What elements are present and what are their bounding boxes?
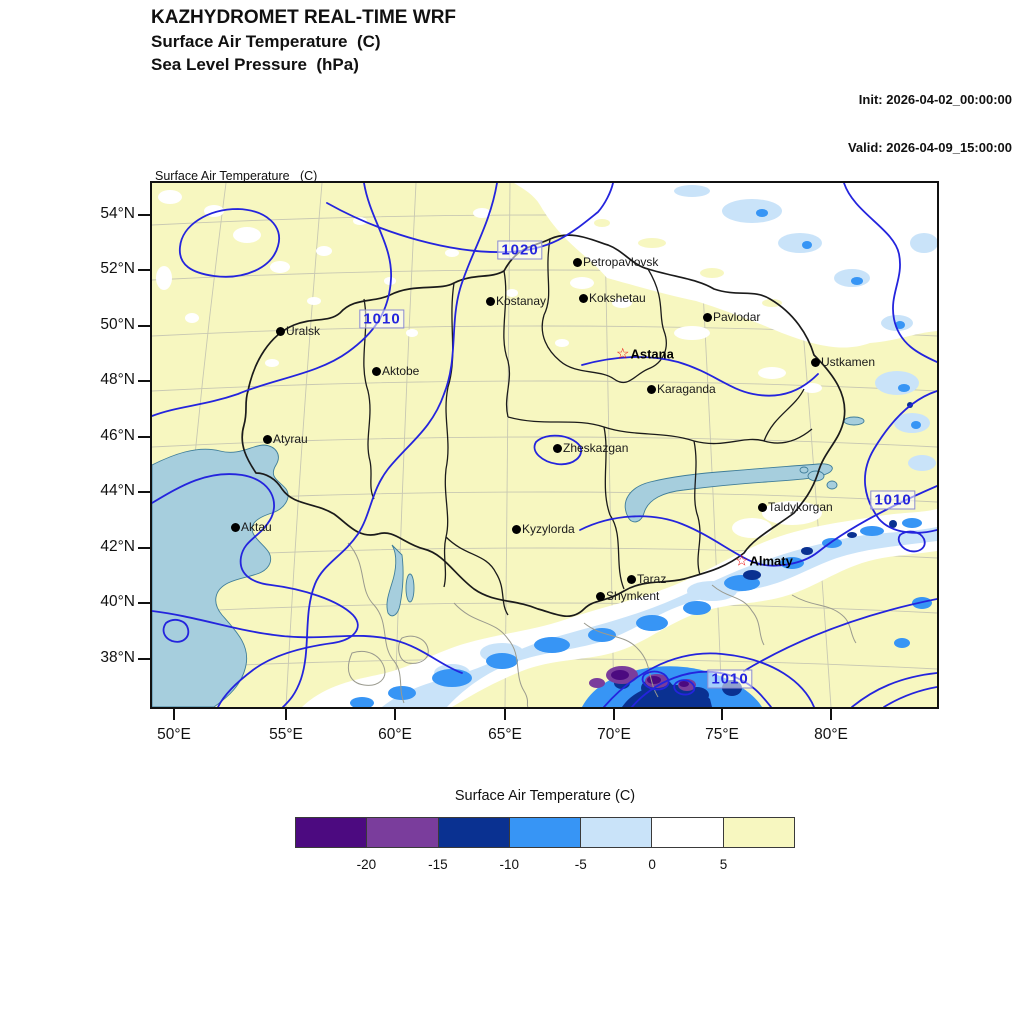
isobar-label-1010: 1010	[707, 670, 752, 689]
lat-tick-mark	[138, 436, 150, 438]
colorbar-tick-label: -10	[499, 857, 520, 872]
colorbar-cell	[509, 817, 581, 848]
lon-tick-label: 70°E	[597, 726, 631, 743]
run-time-block	[848, 60, 1012, 188]
colorbar-cell	[366, 817, 438, 848]
lat-tick-mark	[138, 547, 150, 549]
lat-tick-label: 54°N	[100, 205, 135, 222]
lat-tick-mark	[138, 214, 150, 216]
city-label: Karaganda	[657, 382, 716, 396]
city-label: Aktau	[241, 520, 272, 534]
colorbar-tick-label: -15	[428, 857, 448, 872]
city-label: Shymkent	[606, 589, 660, 603]
colorbar-tick-label: -20	[356, 857, 377, 872]
city-label: Uralsk	[286, 324, 321, 338]
colorbar-tick-label: 5	[719, 857, 728, 872]
lon-tick-label: 75°E	[705, 726, 739, 743]
lat-tick-mark	[138, 269, 150, 271]
colorbar-cell	[580, 817, 652, 848]
lon-tick-mark	[394, 707, 396, 720]
lat-tick-mark	[138, 380, 150, 382]
lon-tick-mark	[613, 707, 615, 720]
city-label: Almaty	[749, 553, 793, 569]
city-label: Atyrau	[273, 432, 308, 446]
colorbar-cell	[438, 817, 510, 848]
city-label: Ustkamen	[821, 355, 876, 369]
capital-star-icon: ☆	[616, 345, 630, 362]
valid-time: Valid: 2026-04-09_15:00:00	[847, 140, 1012, 155]
city-label: Petropavlovsk	[583, 255, 659, 269]
lon-tick-mark	[830, 707, 832, 720]
city-label: Kokshetau	[589, 291, 646, 305]
city-label: Kostanay	[496, 294, 547, 308]
map-canvas	[150, 181, 939, 709]
lon-tick-label: 50°E	[157, 726, 191, 743]
isobar-label-1010: 1010	[359, 310, 404, 329]
lat-tick-label: 40°N	[100, 593, 135, 610]
colorbar-tick-label: 0	[648, 857, 656, 872]
lat-tick-mark	[138, 602, 150, 604]
page-subtitle-pressure: Sea Level Pressure (hPa)	[151, 55, 359, 74]
lat-tick-mark	[138, 658, 150, 660]
page-title: KAZHYDROMET REAL-TIME WRF	[151, 7, 457, 28]
lon-tick-label: 60°E	[378, 726, 412, 743]
colorbar-cell	[723, 817, 795, 848]
lat-tick-label: 44°N	[100, 482, 135, 499]
lon-tick-label: 65°E	[488, 726, 522, 743]
lat-tick-label: 52°N	[100, 260, 135, 277]
lat-tick-label: 46°N	[100, 427, 135, 444]
colorbar	[295, 817, 795, 848]
lat-tick-label: 48°N	[100, 371, 135, 388]
city-label: Astana	[630, 346, 674, 362]
city-label: Taldykorgan	[768, 500, 833, 514]
colorbar-cell	[651, 817, 723, 848]
lat-tick-label: 42°N	[100, 538, 135, 555]
city-label: Kyzylorda	[522, 522, 575, 536]
lon-tick-mark	[721, 707, 723, 720]
city-label: Zheskazgan	[563, 441, 629, 455]
city-label: Aktobe	[382, 364, 420, 378]
pressure-label-layer	[152, 183, 937, 707]
init-time: Init: 2026-04-02_00:00:00	[858, 92, 1012, 107]
lat-tick-mark	[138, 325, 150, 327]
lon-tick-mark	[285, 707, 287, 720]
plot-header-temperature: Surface Air Temperature (C)	[155, 169, 318, 183]
lon-tick-label: 55°E	[269, 726, 303, 743]
isobar-label-1020: 1020	[497, 241, 542, 260]
page-subtitle-temperature: Surface Air Temperature (C)	[151, 32, 381, 51]
lon-tick-label: 80°E	[814, 726, 848, 743]
colorbar-cell	[295, 817, 367, 848]
lat-tick-mark	[138, 491, 150, 493]
lat-tick-label: 38°N	[100, 649, 135, 666]
city-label: Pavlodar	[713, 310, 761, 324]
colorbar-tick-label: -5	[574, 857, 587, 872]
colorbar-title: Surface Air Temperature (C)	[454, 788, 636, 804]
capital-star-icon: ☆	[735, 552, 749, 569]
lat-tick-label: 50°N	[100, 316, 135, 333]
lon-tick-mark	[504, 707, 506, 720]
isobar-label-1010: 1010	[870, 491, 915, 510]
lon-tick-mark	[173, 707, 175, 720]
title-block	[151, 6, 456, 76]
city-label: Taraz	[637, 572, 667, 586]
